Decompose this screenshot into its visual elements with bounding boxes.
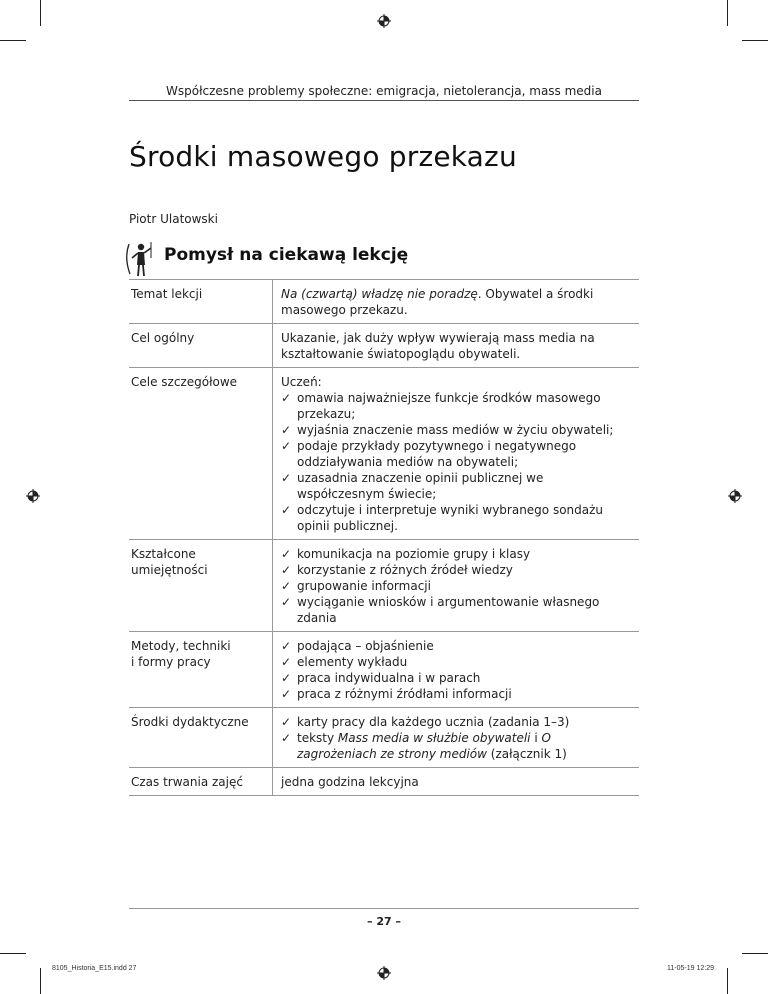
page-number: – 27 – <box>367 915 401 928</box>
table-row <box>129 708 639 768</box>
list-item: ✓ podaje przykłady pozytywnego i negatywnego oddziaływania mediów na obywateli; <box>281 439 577 469</box>
crop-mark <box>742 953 768 954</box>
table-row <box>129 768 639 796</box>
file-slug: 8105_Historia_E15.indd 27 <box>52 965 137 972</box>
checklist <box>281 390 633 534</box>
checklist <box>281 638 633 702</box>
row-value: jedna godzina lekcyjna <box>273 768 640 796</box>
list-item: ✓ podająca – objaśnienie <box>281 639 434 653</box>
table-row <box>129 632 639 708</box>
topic-rest: . Obywatel a środki masowego przekazu. <box>281 287 594 317</box>
check-icon: ✓ <box>281 687 292 701</box>
check-icon: ✓ <box>281 391 292 405</box>
date-slug: 11-05-19 12:29 <box>667 965 714 972</box>
crop-mark <box>40 0 41 26</box>
table-row <box>129 540 639 632</box>
row-value <box>273 368 640 540</box>
registration-mark-icon <box>377 14 391 28</box>
check-icon: ✓ <box>281 639 292 653</box>
list-item: ✓ omawia najważniejsze funkcje środków masowego przekazu; <box>281 391 601 421</box>
list-item: ✓ wyjaśnia znaczenie mass mediów w życiu obywateli; <box>281 423 614 437</box>
running-header: Współczesne problemy społeczne: emigracja, nietolerancja, mass media <box>166 84 602 98</box>
table-row <box>129 324 639 368</box>
list-item: ✓ grupowanie informacji <box>281 579 431 593</box>
list-item: ✓ praca indywidualna i w parach <box>281 671 481 685</box>
check-icon: ✓ <box>281 731 292 745</box>
list-item: ✓ karty pracy dla każdego ucznia (zadania 1–3) <box>281 715 570 729</box>
crop-mark <box>40 968 41 994</box>
check-icon: ✓ <box>281 423 292 437</box>
author: Piotr Ulatowski <box>129 212 218 226</box>
footer-rule <box>129 908 639 909</box>
check-icon: ✓ <box>281 671 292 685</box>
check-icon: ✓ <box>281 547 292 561</box>
check-icon: ✓ <box>281 471 292 485</box>
row-label: Metody, techniki i formy pracy <box>129 632 273 708</box>
row-value <box>273 632 640 708</box>
list-item: ✓ praca z różnymi źródłami informacji <box>281 687 512 701</box>
row-value <box>273 708 640 768</box>
row-value <box>273 540 640 632</box>
lesson-plan-table <box>129 279 639 796</box>
check-icon: ✓ <box>281 503 292 517</box>
crop-mark <box>727 0 728 26</box>
registration-mark-icon <box>377 966 391 980</box>
list-item: ✓ uzasadnia znaczenie opinii publicznej we współczesnym świecie; <box>281 471 544 501</box>
row-label: Cele szczegółowe <box>129 368 273 540</box>
registration-mark-icon <box>728 489 742 503</box>
check-icon: ✓ <box>281 439 292 453</box>
list-item: ✓ teksty Mass media w służbie obywateli i O zagrożeniach ze strony mediów (załącznik 1) <box>281 731 567 761</box>
row-label: Temat lekcji <box>129 280 273 324</box>
check-icon: ✓ <box>281 715 292 729</box>
list-item: ✓ komunikacja na poziomie grupy i klasy <box>281 547 531 561</box>
checklist <box>281 546 633 626</box>
row-value: Ukazanie, jak duży wpływ wywierają mass media na kształtowanie światopoglądu obywateli. <box>273 324 640 368</box>
check-icon: ✓ <box>281 579 292 593</box>
header-rule <box>129 100 639 101</box>
crop-mark <box>742 40 768 41</box>
row-label: Cel ogólny <box>129 324 273 368</box>
list-item: ✓ wyciąganie wniosków i argumentowanie własnego zdania <box>281 595 600 625</box>
checklist <box>281 714 633 762</box>
table-row <box>129 280 639 324</box>
row-label: Czas trwania zajęć <box>129 768 273 796</box>
crop-mark <box>727 968 728 994</box>
crop-mark <box>0 953 26 954</box>
row-label: Środki dydaktyczne <box>129 708 273 768</box>
section-title: Pomysł na ciekawą lekcję <box>164 245 409 265</box>
teacher-figure-icon <box>123 238 157 280</box>
check-icon: ✓ <box>281 595 292 609</box>
list-item: ✓ odczytuje i interpretuje wyniki wybranego sondażu opinii publicznej. <box>281 503 604 533</box>
list-item: ✓ korzystanie z różnych źródeł wiedzy <box>281 563 513 577</box>
list-intro: Uczeń: <box>281 375 322 389</box>
topic-italic: Na (czwartą) władzę nie poradzę <box>281 287 478 301</box>
page-title: Środki masowego przekazu <box>129 140 517 173</box>
list-item: ✓ elementy wykładu <box>281 655 408 669</box>
row-value <box>273 280 640 324</box>
registration-mark-icon <box>26 489 40 503</box>
table-row <box>129 368 639 540</box>
check-icon: ✓ <box>281 563 292 577</box>
row-label: Kształcone umiejętności <box>129 540 273 632</box>
check-icon: ✓ <box>281 655 292 669</box>
crop-mark <box>0 40 26 41</box>
